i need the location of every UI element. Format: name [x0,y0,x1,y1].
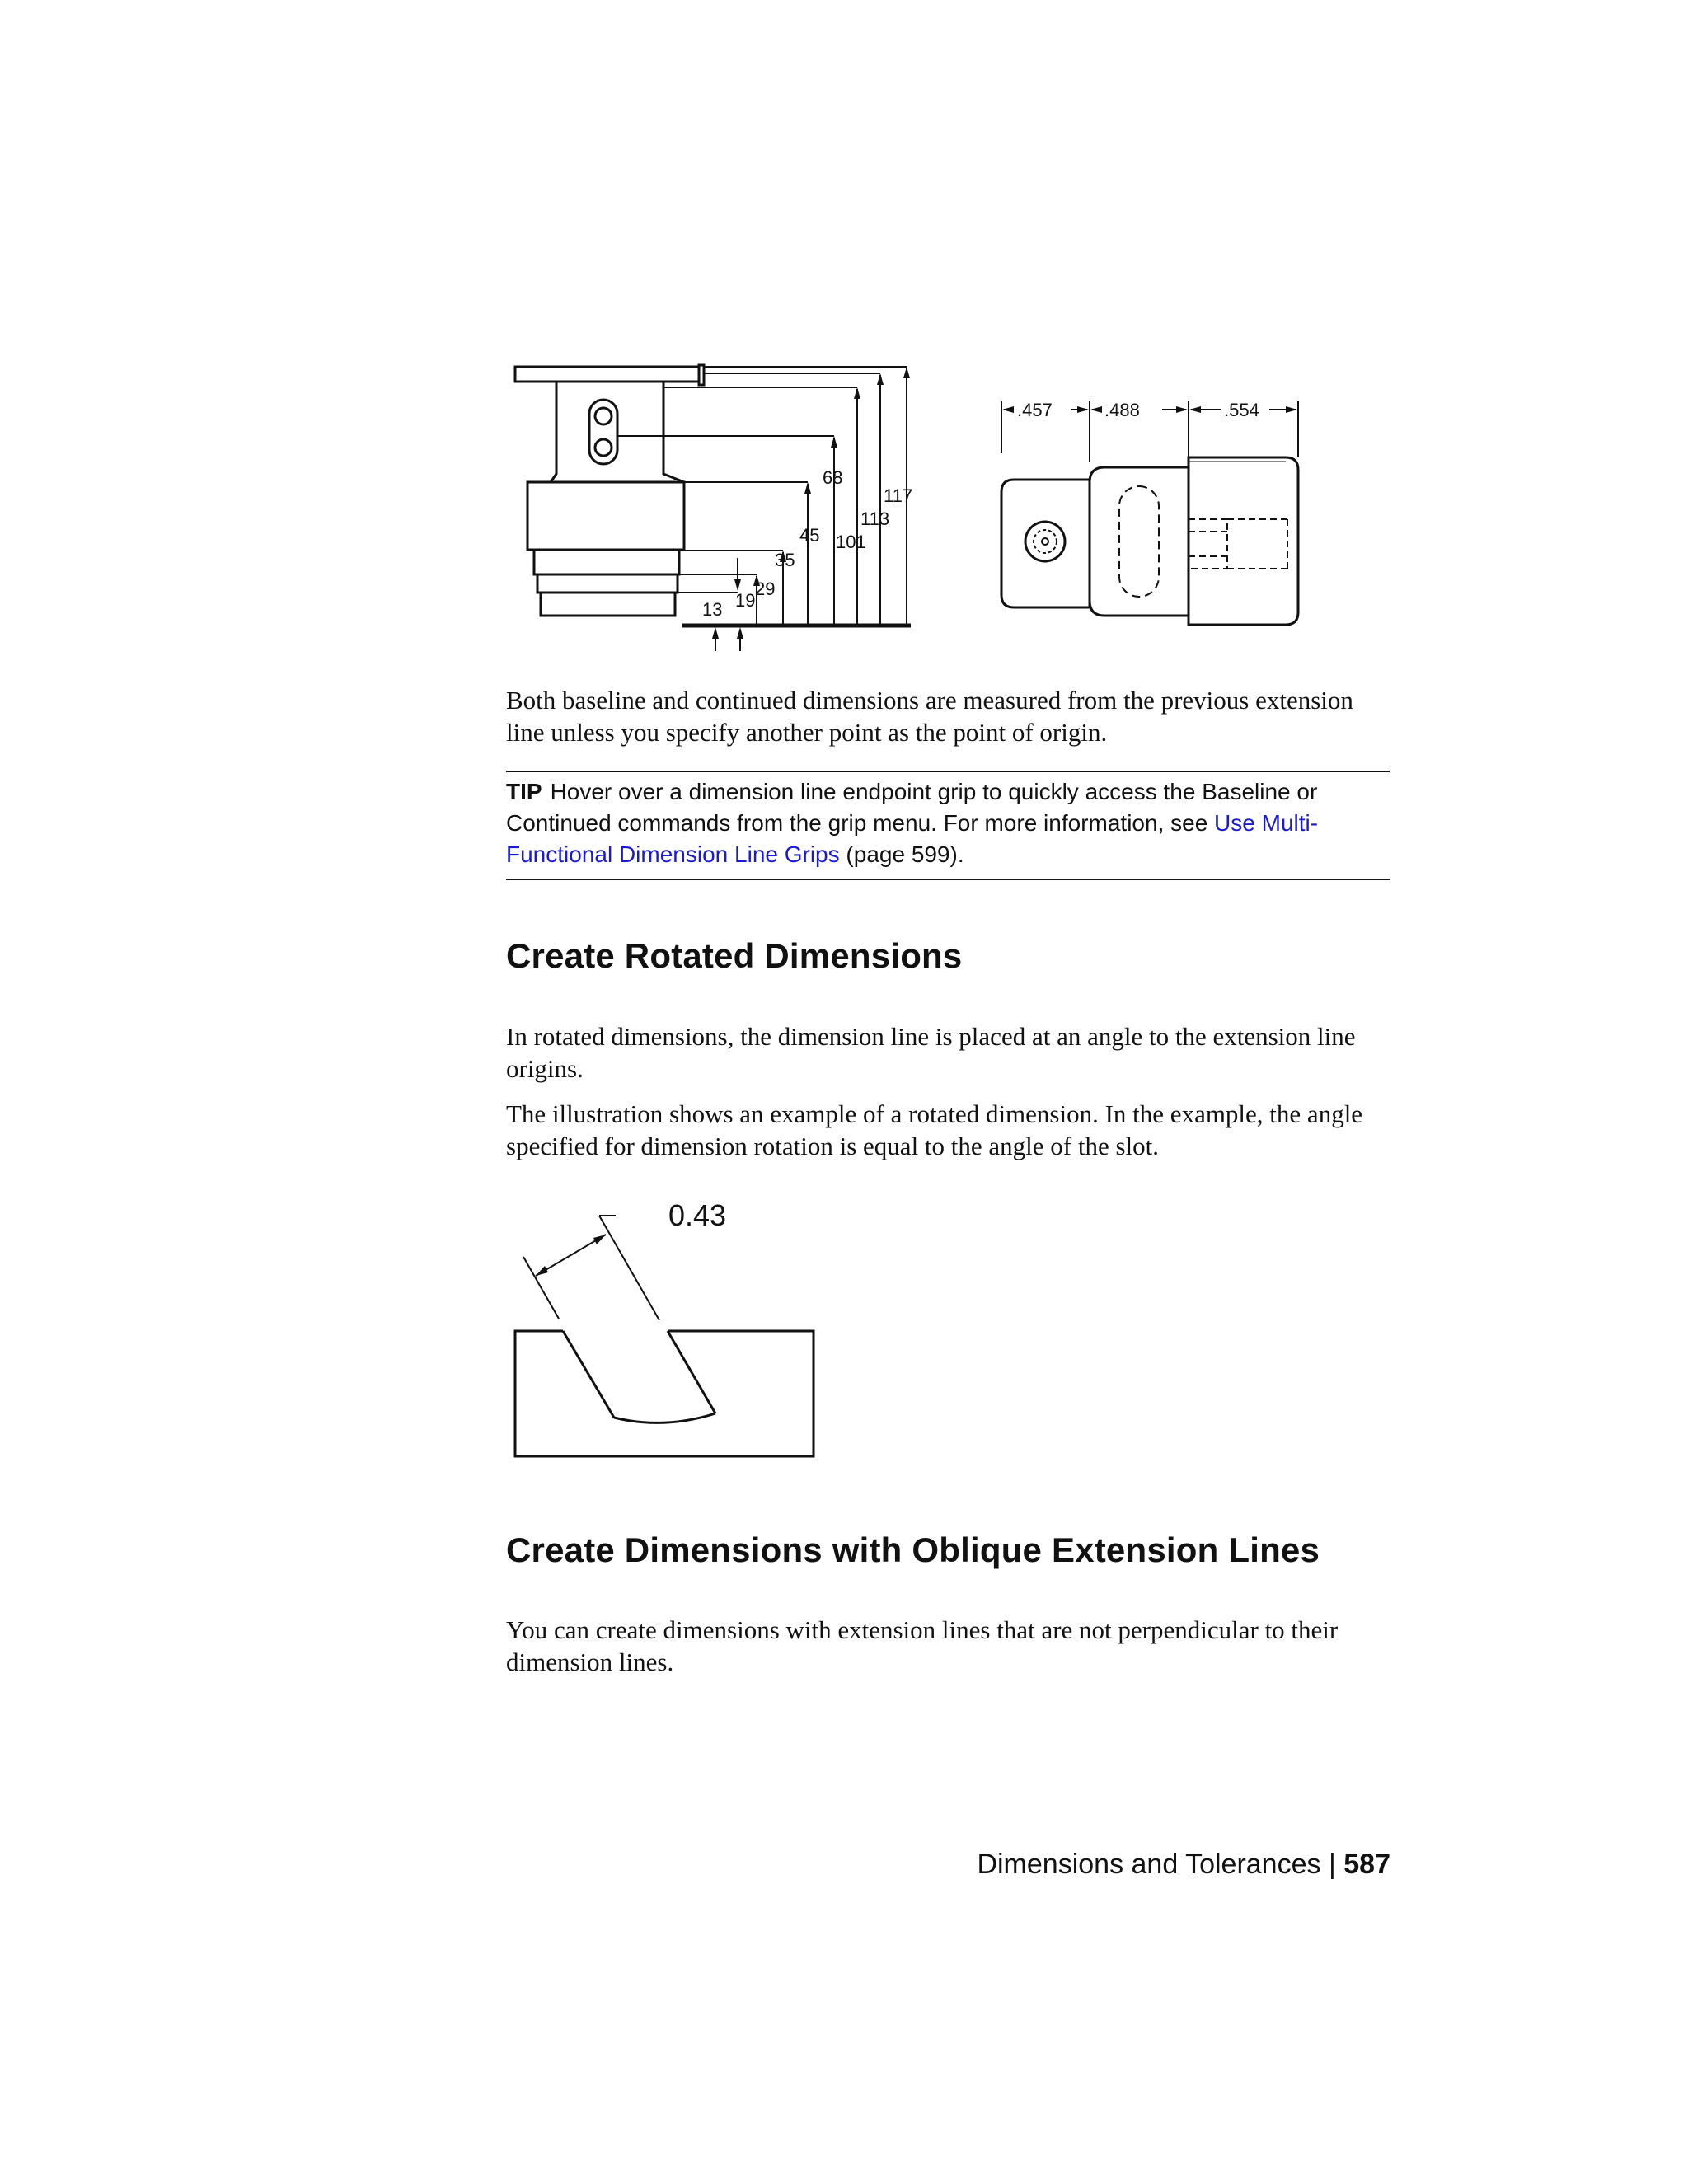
dim-label-29: 29 [755,579,776,599]
rotated-dimension-label: 0.43 [668,1198,727,1232]
tip-text: Hover over a dimension line endpoint grip to quickly access the Baseline or Continued commands from the grip menu. For more information, see [506,779,1318,836]
tip-top-rule [506,771,1390,772]
dim-label-113: 113 [860,509,890,529]
page-footer [977,1848,1390,1881]
paragraph-rotated-2 [506,1098,1396,1162]
dim-label-554: .554 [1224,400,1259,420]
paragraph-rotated-1-text: In rotated dimensions, the dimension line is placed at an angle to the extension line origins. [506,1022,1356,1083]
baseline-continued-figure [495,350,1319,659]
rotated-dimension-figure [507,1187,828,1467]
tip-label: TIP [506,779,542,804]
tip-text-after: (page 599). [839,841,964,867]
tip-bottom-rule [506,879,1390,880]
paragraph-oblique [506,1614,1396,1678]
paragraph-oblique-text: You can create dimensions with extension lines that are not perpendicular to their dimension lines. [506,1615,1339,1676]
heading-rotated-dimensions: Create Rotated Dimensions [506,936,963,975]
dim-label-488: .488 [1104,400,1140,420]
paragraph-rotated-2-text: The illustration shows an example of a rotated dimension. In the example, the angle specified for dimension rotation is equal to the angle of the slot. [506,1099,1363,1160]
page-number: 587 [1343,1849,1390,1880]
footer-section-title: Dimensions and Tolerances [977,1849,1321,1880]
dim-label-68: 68 [823,467,843,488]
paragraph-baseline [506,684,1396,748]
dim-label-117: 117 [884,485,913,506]
paragraph-baseline-text: Both baseline and continued dimensions are measured from the previous extension line unless you specify another point as the point of origin. [506,686,1353,747]
tip-link-grips[interactable]: Use Multi-Functional Dimension Line Grips [506,810,1319,867]
dim-label-457: .457 [1017,400,1053,420]
dim-label-19: 19 [735,590,756,611]
paragraph-rotated-1 [506,1020,1396,1085]
heading-oblique-extension-lines: Create Dimensions with Oblique Extension Lines [506,1530,1320,1569]
dim-label-101: 101 [836,532,866,552]
dim-label-45: 45 [799,525,820,546]
footer-separator: | [1328,1849,1336,1880]
tip-box [506,776,1393,870]
dim-label-35: 35 [775,550,795,570]
dim-label-13: 13 [702,599,723,620]
